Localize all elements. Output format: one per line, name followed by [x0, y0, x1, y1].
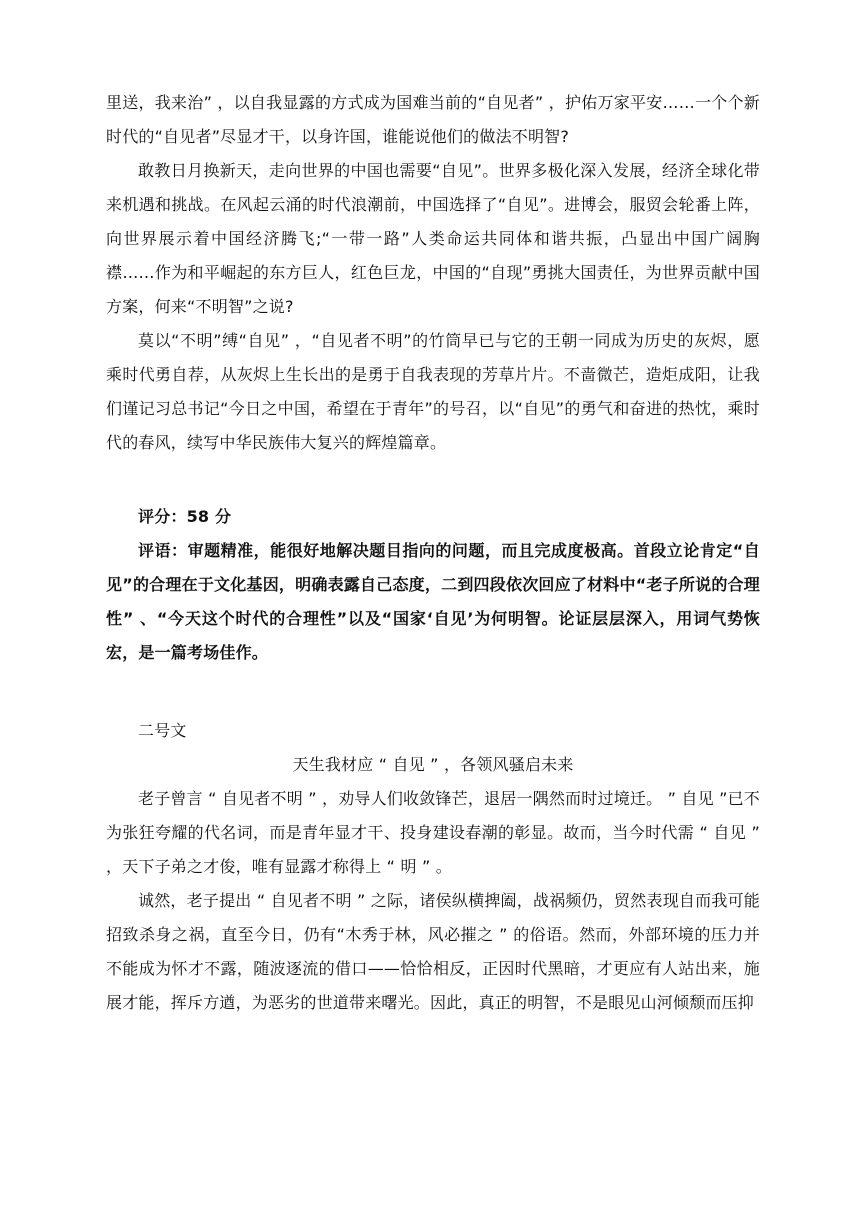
spacer	[106, 670, 760, 714]
document-body	[106, 86, 760, 1020]
essay1-paragraph-3: 莫以“不明”缚“自见” ，“自见者不明”的竹筒早已与它的王朝一同成为历史的灰烬，愿乘时代勇自荐，从灰烬上生长出的是勇于自我表现的芳草片片。不啬微芒，造炬成阳，让我们谨记习总书记“今日之中国，希望在于青年”的号召，以“自见”的勇气和奋进的热忱，乘时代的春风，续写中华民族伟大复兴的辉煌篇章。	[106, 331, 760, 452]
essay2-label: 二号文	[138, 721, 187, 740]
essay2-paragraph-1: 老子曾言 “ 自见者不明 ” ，劝导人们收敛锋芒，退居一隅然而时过境迁。 ” 自见 ”已不为张狂夸耀的代名词，而是青年显才干、投身建设春潮的彰显。故而，当今时代需 “ 自见 ” ，天下子弟之才俊，唯有显露才称得上 “ 明 ” 。	[106, 789, 760, 876]
essay1-paragraph-2: 敢教日月换新天，走向世界的中国也需要“自见”。世界多极化深入发展，经济全球化带来机遇和挑战。在风起云涌的时代浪潮前，中国选择了“自见”。进博会，服贸会轮番上阵，向世界展示着中国经济腾飞;“一带一路”人类命运共同体和谐共振，凸显出中国广阔胸襟……作为和平崛起的东方巨人，红色巨龙，中国的“自现”勇挑大国责任，为世界贡献中国方案，何来“不明智”之说?	[106, 161, 760, 316]
essay1-paragraph-1-tail: 里送，我来治” ，以自我显露的方式成为国难当前的“自见者” ，护佑万家平安……一个个新时代的“自见者”尽显才干，以身许国，谁能说他们的做法不明智?	[106, 93, 760, 146]
spacer	[106, 460, 760, 500]
essay2-title: 天生我材应 “ 自见 ” ，各领风骚启未来	[292, 755, 574, 774]
essay2-paragraph-2: 诚然，老子提出 “ 自见者不明 ” 之际，诸侯纵横捭阖，战祸频仍，贸然表现自而我可能招致杀身之祸，直至今日，仍有“木秀于林，风必摧之 ” 的俗语。然而，外部环境的压力并不能成为怀才不露，随波逐流的借口——恰恰相反，正因时代黑暗，才更应有人站出来，施展才能，挥斥方遒，为恶劣的世道带来曙光。因此，真正的明智，不是眼见山河倾颓而压抑	[106, 891, 760, 1012]
review-comment: 评语：审题精准，能很好地解决题目指向的问题，而且完成度极高。首段立论肯定“自见”的合理在于文化基因，明确表露自己态度，二到四段依次回应了材料中“老子所说的合理性” 、“今天这个时代的合理性”以及“国家‘自见’为何明智。论证层层深入，用词气势恢宏，是一篇考场佳作。	[106, 541, 760, 662]
review-score: 评分：58 分	[138, 507, 232, 526]
